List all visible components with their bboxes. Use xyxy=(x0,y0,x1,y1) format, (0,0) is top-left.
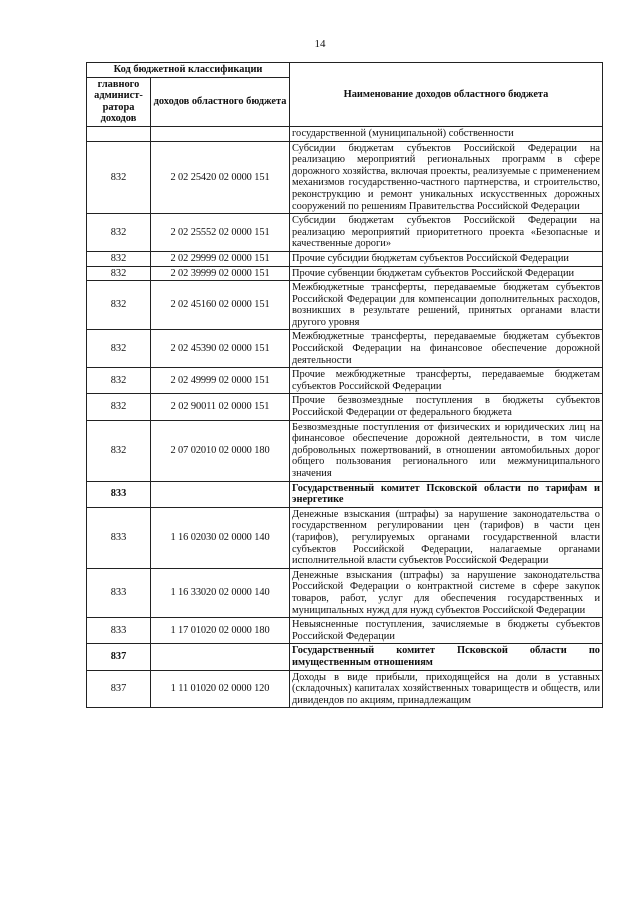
revenue-name-cell: Прочие межбюджетные трансферты, передаваемые бюджетам субъектов Российской Федерации xyxy=(290,368,603,394)
revenue-code-cell: 2 07 02010 02 0000 180 xyxy=(151,420,290,481)
admin-code-cell: 833 xyxy=(87,568,151,617)
revenue-name-cell: Государственный комитет Псковской области по тарифам и энергетике xyxy=(290,481,603,507)
revenue-name-cell: Прочие субвенции бюджетам субъектов Российской Федерации xyxy=(290,266,603,281)
header-admin: главного админист-ратора доходов xyxy=(87,77,151,126)
revenue-code-cell xyxy=(151,481,290,507)
admin-code-cell: 832 xyxy=(87,266,151,281)
revenue-code-cell: 2 02 90011 02 0000 151 xyxy=(151,394,290,420)
page-number: 14 xyxy=(314,38,326,50)
revenue-code-cell: 2 02 29999 02 0000 151 xyxy=(151,251,290,266)
table-row xyxy=(87,214,603,252)
table-row xyxy=(87,481,603,507)
revenue-name-cell: Прочие безвозмездные поступления в бюджеты субъектов Российской Федерации от федерального бюджета xyxy=(290,394,603,420)
revenue-name-cell: Межбюджетные трансферты, передаваемые бюджетам субъектов Российской Федерации на финансовое обеспечение дорожной деятельности xyxy=(290,330,603,368)
revenue-name-cell: Денежные взыскания (штрафы) за нарушение законодательства Российской Федерации о контрактной системе в сфере закупок товаров, работ, услуг для обеспечения государственных и муниципальных нужд для нужд субъектов Российской Федерации xyxy=(290,568,603,617)
table-row xyxy=(87,141,603,214)
admin-code-cell: 832 xyxy=(87,330,151,368)
header-name: Наименование доходов областного бюджета xyxy=(290,63,603,127)
admin-code-cell: 832 xyxy=(87,394,151,420)
table-row xyxy=(87,368,603,394)
admin-code-cell xyxy=(87,126,151,141)
revenue-code-cell: 2 02 45160 02 0000 151 xyxy=(151,281,290,330)
revenue-name-cell: Безвозмездные поступления от физических и юридических лиц на финансовое обеспечение дорожной деятельности, в том числе добровольных пожертвований, в отношении автомобильных дорог общего пользования регионального или межмуниципального значения xyxy=(290,420,603,481)
admin-code-cell: 832 xyxy=(87,281,151,330)
revenue-name-cell: государственной (муниципальной) собственности xyxy=(290,126,603,141)
revenue-name-cell: Межбюджетные трансферты, передаваемые бюджетам субъектов Российской Федерации для компенсации дополнительных расходов, возникших в результате решений, принятых органами власти другого уровня xyxy=(290,281,603,330)
revenue-name-cell: Государственный комитет Псковской области по имущественным отношениям xyxy=(290,644,603,670)
admin-code-cell: 837 xyxy=(87,670,151,708)
revenue-code-cell: 2 02 25420 02 0000 151 xyxy=(151,141,290,214)
revenue-name-cell: Невыясненные поступления, зачисляемые в бюджеты субъектов Российской Федерации xyxy=(290,618,603,644)
revenue-code-cell: 1 16 33020 02 0000 140 xyxy=(151,568,290,617)
revenue-code-cell: 1 11 01020 02 0000 120 xyxy=(151,670,290,708)
table-row xyxy=(87,394,603,420)
table-row xyxy=(87,330,603,368)
admin-code-cell: 833 xyxy=(87,618,151,644)
table-row xyxy=(87,507,603,568)
revenue-code-cell: 2 02 45390 02 0000 151 xyxy=(151,330,290,368)
table-row xyxy=(87,266,603,281)
table-row xyxy=(87,420,603,481)
budget-classification-table xyxy=(86,62,603,708)
admin-code-cell: 832 xyxy=(87,214,151,252)
header-group-classification: Код бюджетной классификации xyxy=(87,63,290,78)
revenue-name-cell: Субсидии бюджетам субъектов Российской Федерации на реализацию мероприятий региональных программ в сфере дорожного хозяйства, включая проекты, реализуемые с применением механизмов государственно-частного партнерства, и строительство, реконструкцию и ремонт уникальных искусственных дорожных сооружений по решениям Правительства Российской Федерации xyxy=(290,141,603,214)
admin-code-cell: 832 xyxy=(87,368,151,394)
header-code: доходов областного бюджета xyxy=(151,77,290,126)
revenue-name-cell: Доходы в виде прибыли, приходящейся на доли в уставных (складочных) капиталах хозяйственных товариществ и обществ, или дивидендов по акциям, принадлежащим xyxy=(290,670,603,708)
admin-code-cell: 837 xyxy=(87,644,151,670)
table-row xyxy=(87,281,603,330)
table-row xyxy=(87,670,603,708)
revenue-code-cell xyxy=(151,644,290,670)
table-row xyxy=(87,618,603,644)
revenue-name-cell: Субсидии бюджетам субъектов Российской Федерации на реализацию мероприятий приоритетного проекта «Безопасные и качественные дороги» xyxy=(290,214,603,252)
revenue-code-cell: 1 17 01020 02 0000 180 xyxy=(151,618,290,644)
table-row xyxy=(87,568,603,617)
revenue-code-cell: 2 02 25552 02 0000 151 xyxy=(151,214,290,252)
admin-code-cell: 832 xyxy=(87,251,151,266)
admin-code-cell: 833 xyxy=(87,507,151,568)
table-row xyxy=(87,126,603,141)
admin-code-cell: 832 xyxy=(87,141,151,214)
admin-code-cell: 833 xyxy=(87,481,151,507)
revenue-code-cell: 2 02 49999 02 0000 151 xyxy=(151,368,290,394)
revenue-code-cell: 2 02 39999 02 0000 151 xyxy=(151,266,290,281)
revenue-code-cell: 1 16 02030 02 0000 140 xyxy=(151,507,290,568)
table-row xyxy=(87,251,603,266)
table-row xyxy=(87,644,603,670)
revenue-code-cell xyxy=(151,126,290,141)
revenue-name-cell: Денежные взыскания (штрафы) за нарушение законодательства о государственном регулировании цен (тарифов) в части цен (тарифов), регулируемых органами государственной власти субъектов Российской Федерации, налагаемые органами исполнительной власти субъектов Российской Федерации xyxy=(290,507,603,568)
revenue-name-cell: Прочие субсидии бюджетам субъектов Российской Федерации xyxy=(290,251,603,266)
admin-code-cell: 832 xyxy=(87,420,151,481)
